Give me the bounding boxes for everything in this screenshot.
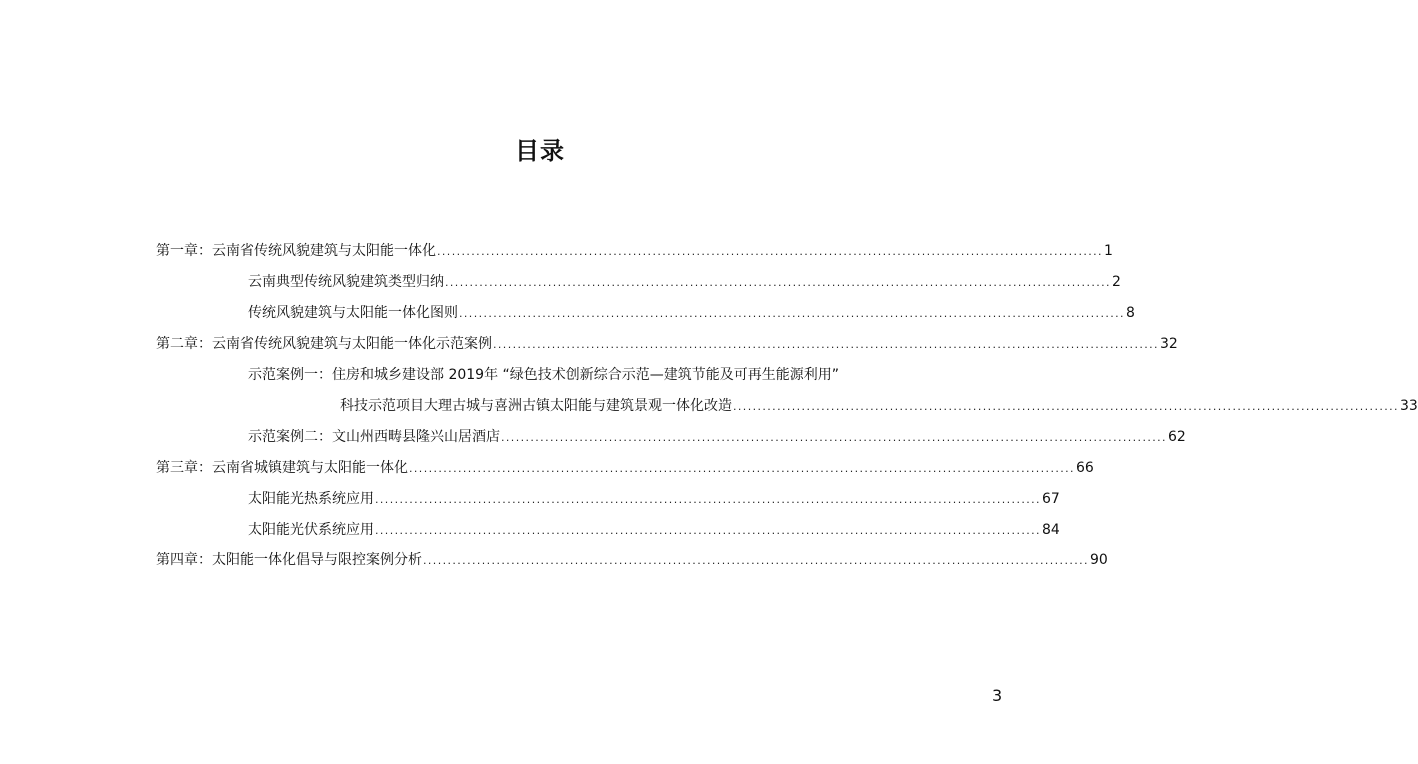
toc-entry-section[interactable] (248, 302, 1135, 324)
toc-entry-title: 第二章：云南省传统风貌建筑与太阳能一体化示范案例 (156, 336, 492, 352)
toc-entry-title: 传统风貌建筑与太阳能一体化图则 (248, 305, 458, 321)
toc-entry-title: 云南典型传统风貌建筑类型归纳 (248, 274, 444, 290)
dot-leader: ........................................................................................................................................ (493, 338, 1159, 351)
page-number: 3 (992, 686, 1003, 705)
toc-entry-page: 90 (1089, 552, 1108, 568)
dot-leader: ........................................................................................................................................ (501, 431, 1167, 444)
toc-entry-page: 1 (1103, 243, 1113, 259)
toc-entry-title: 科技示范项目大理古城与喜洲古镇太阳能与建筑景观一体化改造 (340, 398, 732, 414)
toc-entry-title: 示范案例二：文山州西畴县隆兴山居酒店 (248, 429, 500, 445)
dot-leader: ........................................................................................................................................ (733, 400, 1399, 413)
dot-leader: ........................................................................................................................................ (437, 245, 1103, 258)
toc-entry-title: 太阳能光伏系统应用 (248, 522, 374, 538)
toc-entry-page: 2 (1111, 274, 1121, 290)
toc-entry-section[interactable] (248, 519, 1060, 541)
page-title: 目录 (515, 137, 565, 165)
toc-entry-title: 示范案例一：住房和城乡建设部 2019年 “绿色技术创新综合示范—建筑节能及可再生能源利用” (248, 367, 840, 383)
toc-entry-page: 8 (1125, 305, 1135, 321)
toc-entry-page: 33 (1399, 398, 1418, 414)
toc-entry-chapter-1[interactable] (156, 240, 1113, 262)
toc-entry-title: 第一章：云南省传统风貌建筑与太阳能一体化 (156, 243, 436, 259)
toc-entry-page: 32 (1159, 336, 1178, 352)
toc-entry-section[interactable] (248, 488, 1060, 510)
toc-entry-page: 62 (1167, 429, 1186, 445)
toc-entry-section-heading[interactable] (248, 364, 931, 386)
dot-leader: ........................................................................................................................................ (375, 493, 1041, 506)
toc-entry-title: 太阳能光热系统应用 (248, 491, 374, 507)
dot-leader: ........................................................................................................................................ (445, 276, 1111, 289)
toc-entry-page: 67 (1041, 491, 1060, 507)
dot-leader: ........................................................................................................................................ (375, 524, 1041, 537)
toc-entry-title: 第四章：太阳能一体化倡导与限控案例分析 (156, 552, 422, 568)
toc-entry-chapter-3[interactable] (156, 457, 1094, 479)
toc-entry-section[interactable] (248, 426, 1186, 448)
toc-entry-title: 第三章：云南省城镇建筑与太阳能一体化 (156, 460, 408, 476)
toc-entry-section[interactable] (248, 271, 1121, 293)
dot-leader: ........................................................................................................................................ (459, 307, 1125, 320)
toc-entry-page: 84 (1041, 522, 1060, 538)
toc-entry-chapter-2[interactable] (156, 333, 1178, 355)
toc-entry-page: 66 (1075, 460, 1094, 476)
dot-leader: ........................................................................................................................................ (409, 462, 1075, 475)
toc-entry-chapter-4[interactable] (156, 549, 1108, 571)
toc-entry-subsection[interactable] (340, 395, 1418, 417)
dot-leader: ........................................................................................................................................ (423, 554, 1089, 567)
